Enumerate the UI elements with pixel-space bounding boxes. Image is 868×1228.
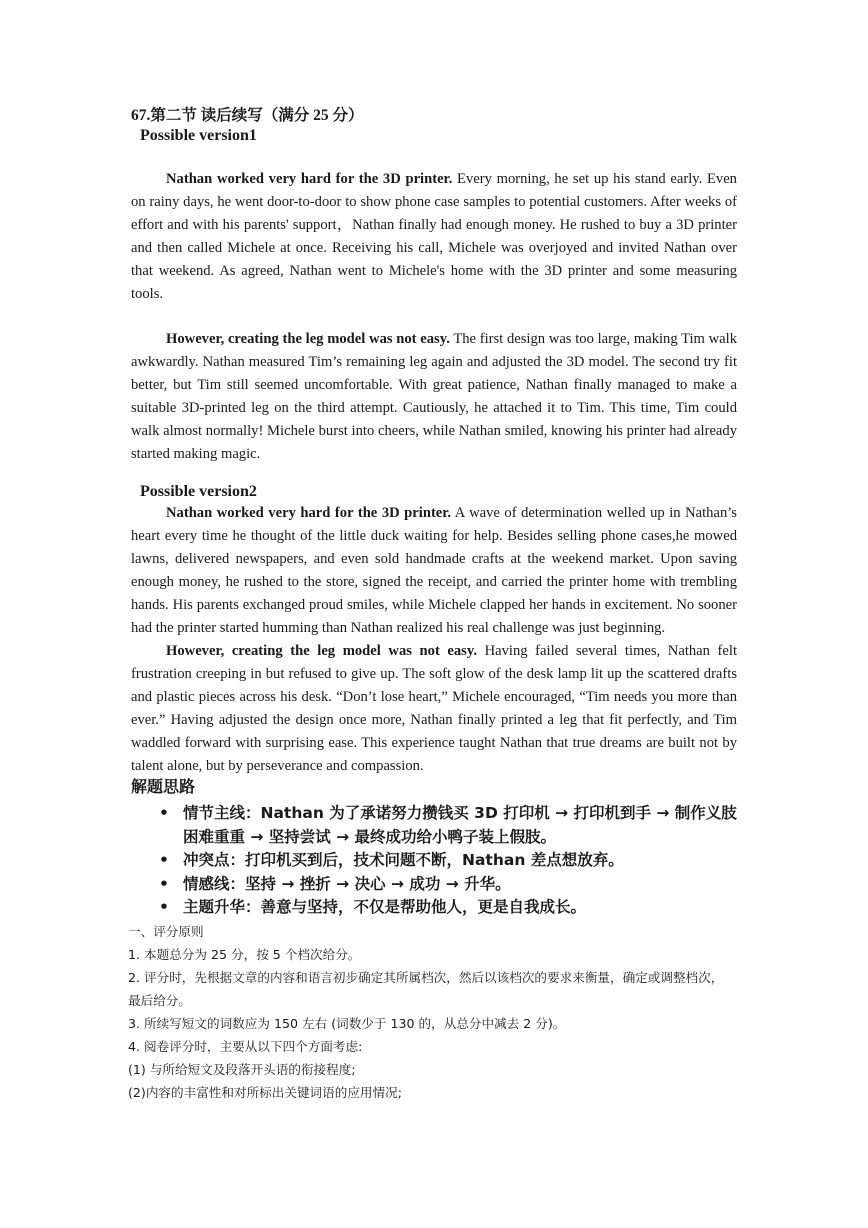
thinking-title: 解题思路 bbox=[131, 779, 196, 796]
version1-paragraph-2 bbox=[131, 328, 737, 466]
thinking-item-text: 冲突点：打印机买到后，技术问题不断，Nathan 差点想放弃。 bbox=[183, 851, 624, 869]
version1-paragraph-2-lead: However, creating the leg model was not easy. bbox=[166, 331, 450, 347]
bullet-icon: • bbox=[159, 874, 169, 893]
document-page bbox=[128, 100, 737, 1104]
thinking-item-conflict bbox=[131, 849, 737, 873]
rubric-line-5: (1) 与所给短文及段落开头语的衔接程度; bbox=[128, 1061, 356, 1077]
rubric-line-4: 4. 阅卷评分时，主要从以下四个方面考虑: bbox=[128, 1038, 363, 1054]
bullet-icon: • bbox=[159, 851, 169, 869]
version1-paragraph-1-lead: Nathan worked very hard for the 3D printer. bbox=[166, 171, 453, 187]
rubric-line-3: 3. 所续写短文的词数应为 150 左右 (词数少于 130 的，从总分中减去 2 分)。 bbox=[128, 1015, 566, 1031]
bullet-icon: • bbox=[159, 804, 169, 822]
thinking-item-emotion bbox=[131, 873, 737, 897]
version1-paragraph-1-body: Every morning, he set up his stand early. Even on rainy days, he went door-to-door to show phone case samples to potential customers. After weeks of effort and with his parents' support，Nathan finally had enough money. He rushed to buy a 3D printer and then called Michele at once. Receiving his call, Michele was overjoyed and invited Nathan over that weekend. As agreed, Nathan went to Michele's home with the 3D printer and some measuring tools. bbox=[131, 171, 737, 302]
rubric-line-6: (2)内容的丰富性和对所标出关键词语的应用情况; bbox=[128, 1084, 402, 1100]
section-title: 67.第二节 读后续写（满分 25 分） bbox=[131, 107, 364, 124]
thinking-item-text: 情节主线：Nathan 为了承诺努力攒钱买 3D 打印机 → 打印机到手 → 制作义肢困难重重 → 坚持尝试 → 最终成功给小鸭子装上假肢。 bbox=[183, 804, 737, 846]
version2-paragraph-2 bbox=[131, 640, 737, 778]
version2-paragraph-2-body: Having failed several times, Nathan felt frustration creeping in but refused to give up. The soft glow of the desk lamp lit up the scattered drafts and plastic pieces across his desk. “Don’t lose heart,” Michele encouraged, “Tim needs you more than ever.” Having adjusted the design once more, Nathan finally printed a leg that fit perfectly, and Tim waddled forward with surprising ease. This experience taught Nathan that true dreams are built not by talent alone, but by perseverance and compassion. bbox=[131, 643, 737, 774]
thinking-list bbox=[131, 802, 737, 920]
rubric-heading: 一、评分原则 bbox=[128, 923, 204, 939]
rubric-line-1: 1. 本题总分为 25 分，按 5 个档次给分。 bbox=[128, 946, 361, 962]
thinking-item-text: 主题升华：善意与坚持，不仅是帮助他人，更是自我成长。 bbox=[183, 898, 587, 916]
version1-paragraph-1 bbox=[131, 168, 737, 306]
version2-paragraph-1-body: A wave of determination welled up in Nathan’s heart every time he thought of the little duck waiting for help. Besides selling phone cases,he mowed lawns, delivered newspapers, and even sold handmade crafts at the weekend market. Upon saving enough money, he rushed to the store, signed the receipt, and carried the printer home with trembling hands. His parents exchanged proud smiles, while Michele clapped her hands in excitement. No sooner had the printer started humming than Nathan realized his real challenge was just beginning. bbox=[131, 505, 737, 636]
bullet-icon: • bbox=[159, 898, 169, 916]
version2-title: Possible version2 bbox=[140, 483, 257, 500]
version2-paragraph-2-lead: However, creating the leg model was not easy. bbox=[166, 643, 478, 659]
thinking-item-text: 情感线：坚持 → 挫折 → 决心 → 成功 → 升华。 bbox=[183, 874, 511, 893]
rubric-line-2: 2. 评分时，先根据文章的内容和语言初步确定其所属档次，然后以该档次的要求来衡量，确定或调整档次，最后给分。 bbox=[128, 969, 724, 1008]
thinking-item-plot bbox=[131, 802, 737, 849]
version1-title: Possible version1 bbox=[140, 127, 257, 144]
thinking-item-theme bbox=[131, 896, 737, 920]
version1-paragraph-2-body: The first design was too large, making Tim walk awkwardly. Nathan measured Tim’s remaining leg again and adjusted the 3D model. The second try fit better, but Tim still seemed uncomfortable. With great patience, Nathan finally managed to make a suitable 3D-printed leg on the third attempt. Cautiously, he attached it to Tim. This time, Tim could walk almost normally! Michele burst into cheers, while Nathan smiled, knowing his printer had already started making magic. bbox=[131, 331, 737, 462]
version2-paragraph-1-lead: Nathan worked very hard for the 3D printer. bbox=[166, 505, 452, 521]
version2-paragraph-1 bbox=[131, 502, 737, 640]
